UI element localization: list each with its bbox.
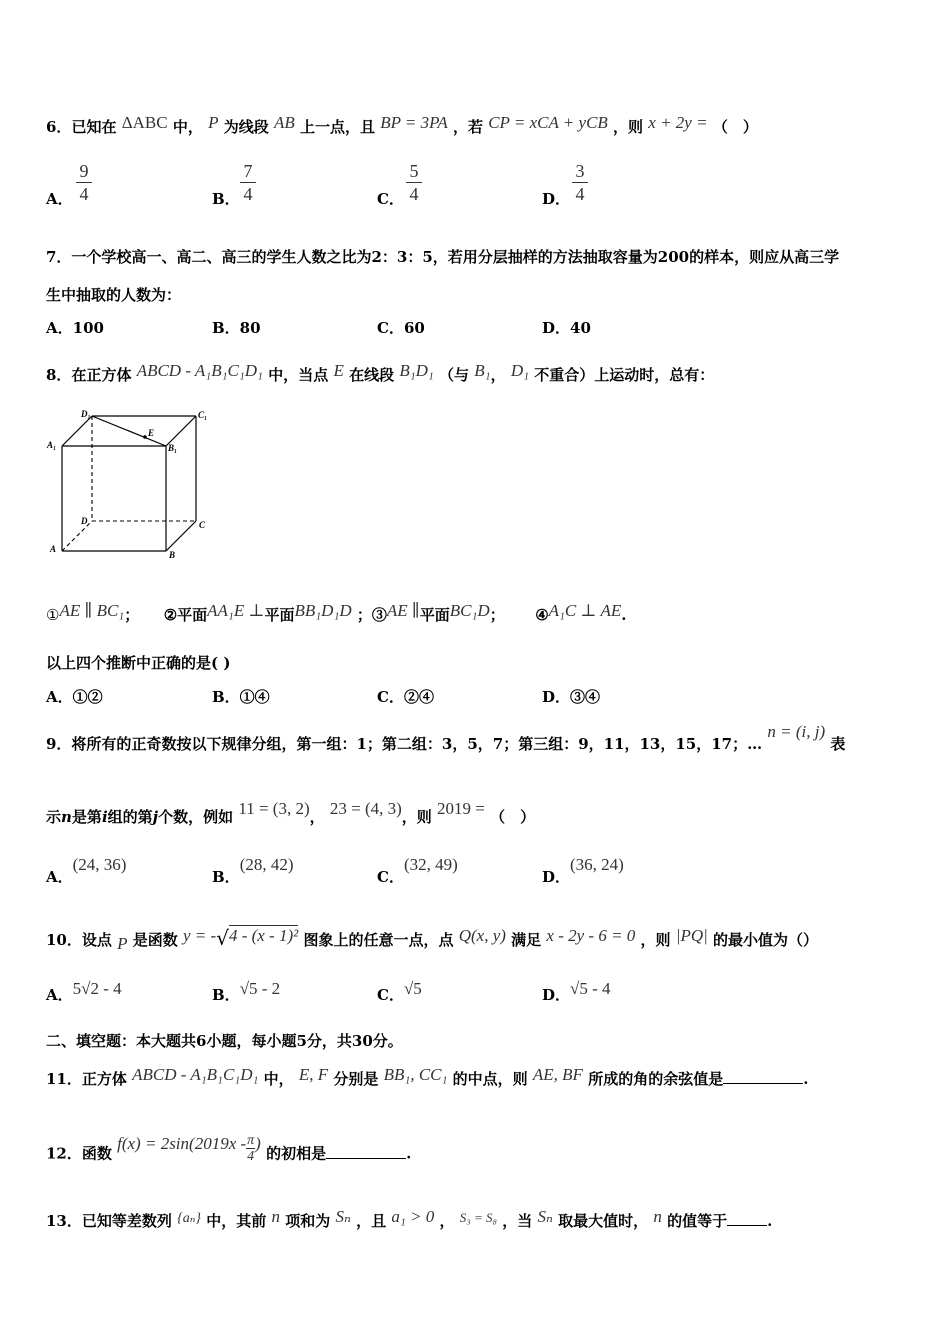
- q9-example-2: 23 = (4, 3): [329, 799, 402, 818]
- q13-stem: [46, 1207, 773, 1231]
- denominator: 4: [79, 184, 89, 204]
- label-c1: C₁: [198, 410, 208, 420]
- q10-math-y: y = -: [183, 926, 217, 945]
- q6-text: ，则: [613, 118, 644, 136]
- q9-text: 个数，例如: [158, 808, 234, 826]
- q6-option-a[interactable]: [46, 188, 73, 209]
- q10-text: ，则: [640, 931, 671, 949]
- q13-text: 的值等于: [667, 1212, 728, 1230]
- q9-math-2019: 2019 =: [437, 799, 485, 818]
- label-e: E: [148, 428, 155, 438]
- q6-option-d-fraction: [572, 160, 588, 205]
- diagonal-b1d1: [92, 416, 166, 446]
- q10-math-radicand: 4 - (x - 1)²: [228, 926, 299, 945]
- q7-stem-line2: 生中抽取的人数为：: [46, 286, 182, 304]
- q13-math-s3s8: S₃ = S₈: [459, 1210, 498, 1225]
- option-value: (36, 24): [570, 855, 624, 874]
- option-label: C．: [377, 986, 404, 1004]
- q12-numerator: π: [247, 1133, 255, 1148]
- denominator: 4: [409, 184, 419, 204]
- q10-math-line: x - 2y - 6 = 0: [546, 926, 636, 945]
- statement-sep: ；: [489, 606, 505, 624]
- option-label: B．: [212, 986, 240, 1004]
- q11-math-lines: AE, BF: [532, 1065, 583, 1084]
- statement-2-math-b: BB₁D₁D: [294, 601, 352, 620]
- q13-math-n: n: [271, 1207, 280, 1226]
- statement-sep: ；: [124, 606, 140, 624]
- statement-2-text: 平面: [264, 606, 295, 624]
- q13-text: 取最大值时，: [558, 1212, 649, 1230]
- q12-stem: [46, 1133, 412, 1170]
- edge-b1c1: [166, 416, 196, 446]
- q13-math-a1: a₁ > 0: [391, 1207, 435, 1226]
- q12-answer-blank[interactable]: [326, 1158, 406, 1159]
- numerator: 5: [406, 160, 422, 183]
- q8-text: 不重合）上运动时，总有：: [534, 366, 715, 384]
- q9-stem-line2: [46, 799, 536, 827]
- q6-math-cp: CP = xCA + yCB: [488, 113, 608, 132]
- statement-3-math-b: BC₁D: [449, 601, 490, 620]
- edge-a1d1: [62, 416, 92, 446]
- q8-ask: 以上四个推断中正确的是( ): [46, 654, 231, 672]
- q10-text: 设点: [81, 931, 112, 949]
- q6-stem: [46, 113, 758, 137]
- q11-text: .: [803, 1070, 809, 1088]
- q13-text: .: [767, 1212, 773, 1230]
- statement-end: .: [621, 606, 627, 624]
- q10-number: 10．: [46, 931, 82, 949]
- q12-text: .: [406, 1144, 412, 1163]
- hidden-edge-ad: [62, 521, 92, 551]
- option-value: √5: [403, 979, 422, 998]
- q6-text: 为线段: [223, 118, 269, 136]
- q7-option-b[interactable]: B．80: [212, 319, 261, 337]
- label-c: C: [199, 520, 206, 530]
- q6-option-a-fraction: [76, 160, 92, 205]
- option-label: B．: [212, 190, 240, 208]
- statement-3-label: ；③: [356, 606, 387, 624]
- q8-option-d[interactable]: D．③④: [542, 688, 601, 706]
- q6-option-b-fraction: [240, 160, 256, 205]
- q10-text: 的最小值为（）: [713, 931, 819, 949]
- q7-option-c[interactable]: C．60: [377, 319, 425, 337]
- q10-stem: [46, 926, 819, 953]
- q11-text: 的中点，则: [452, 1070, 528, 1088]
- q8-number: 8．: [46, 366, 72, 384]
- q7-stem-line1: 7．一个学校高一、高二、高三的学生人数之比为2：3：5，若用分层抽样的方法抽取容量为200的样本，则应从高三学: [46, 248, 840, 266]
- q8-text: ，: [490, 366, 506, 384]
- q9-var-n: n: [61, 808, 72, 826]
- q8-text: 中，当点: [268, 366, 329, 384]
- q9-option-b[interactable]: [212, 855, 294, 887]
- q12-math-func: f(x) = 2sin(2019x -: [117, 1133, 247, 1153]
- q11-number: 11．: [46, 1070, 82, 1088]
- q13-text: 中，其前: [206, 1212, 267, 1230]
- q6-option-d[interactable]: [542, 188, 570, 209]
- q9-option-d[interactable]: [542, 855, 624, 887]
- option-label: D．: [542, 868, 571, 886]
- q6-math-x2y: x + 2y =: [648, 113, 708, 132]
- q8-option-a[interactable]: A．①②: [46, 688, 103, 706]
- sqrt-sign-icon: √: [216, 926, 229, 950]
- q8-text: 在线段: [349, 366, 395, 384]
- q6-paren: （ ）: [712, 118, 758, 136]
- statement-2-math: AA₁E ⊥: [207, 601, 265, 620]
- q10-math-pq: |PQ|: [675, 926, 708, 945]
- q6-math-ab: AB: [273, 113, 295, 132]
- q13-math-sn2: Sₙ: [537, 1207, 553, 1226]
- q9-text: 9．将所有的正奇数按以下规律分组，第一组：1；第二组：3，5，7；第三组：9，11，13，15，17；…: [46, 735, 763, 753]
- q13-text: 已知等差数列: [81, 1212, 172, 1230]
- q9-text: 示: [46, 808, 62, 826]
- statement-4-math: A₁C ⊥ AE: [548, 601, 622, 620]
- q6-text: 已知在: [71, 118, 117, 136]
- q12-text: 的初相是: [266, 1144, 327, 1163]
- statement-2-label: ②平面: [163, 606, 208, 624]
- section-2-heading: 二、填空题：本大题共6小题，每小题5分，共30分。: [46, 1032, 403, 1050]
- q11-text: 所成的角的余弦值是: [588, 1070, 724, 1088]
- option-label: D．: [542, 190, 571, 208]
- label-d1: D₁: [81, 409, 91, 419]
- option-label: B．: [212, 868, 240, 886]
- q10-option-a[interactable]: [46, 979, 122, 1005]
- q9-option-c[interactable]: [377, 855, 458, 887]
- q8-option-c[interactable]: C．②④: [377, 688, 434, 706]
- statement-1-marker: ①: [46, 606, 60, 624]
- cube-figure: [44, 406, 214, 561]
- q13-text: 项和为: [285, 1212, 331, 1230]
- statement-3-math: AE ∥: [386, 601, 420, 620]
- statement-3-text: 平面: [419, 606, 450, 624]
- q11-math-ef: E, F: [298, 1065, 329, 1084]
- q13-math-sn: Sₙ: [335, 1207, 351, 1226]
- q6-text: 中，: [172, 118, 203, 136]
- statement-4-label: ④: [535, 606, 549, 624]
- q9-text: 是第: [71, 808, 102, 826]
- q8-math-e: E: [333, 361, 344, 380]
- q13-text: ，当: [502, 1212, 533, 1230]
- q8-math-cube: ABCD - A₁B₁C₁D₁: [136, 361, 263, 380]
- q11-math-edges: BB₁, CC₁: [383, 1065, 448, 1084]
- option-label: A．: [46, 986, 73, 1004]
- q6-number: 6．: [46, 118, 72, 136]
- label-b: B: [169, 550, 176, 560]
- q8-text: （与: [439, 366, 470, 384]
- q9-text: 表: [830, 735, 846, 753]
- label-d: D: [81, 516, 88, 526]
- q8-option-b[interactable]: B．①④: [212, 688, 270, 706]
- q10-math-q: Q(x, y): [458, 926, 506, 945]
- q9-text: 组的第: [107, 808, 153, 826]
- q9-example-1: 11 = (3, 2): [238, 799, 310, 818]
- q6-text: 上一点，且: [299, 118, 375, 136]
- q10-option-c[interactable]: [377, 979, 422, 1005]
- q8-text: 在正方体: [71, 366, 132, 384]
- q10-text: 图象上的任意一点，点: [303, 931, 454, 949]
- q11-stem: [46, 1065, 809, 1089]
- point-e: [143, 435, 147, 439]
- option-label: C．: [377, 190, 404, 208]
- q6-math-bp: BP = 3PA: [380, 113, 448, 132]
- q11-text: 分别是: [333, 1070, 379, 1088]
- q10-text: 满足: [511, 931, 542, 949]
- numerator: 9: [76, 160, 92, 183]
- q9-stem-line1: [46, 722, 846, 754]
- option-label: A．: [46, 868, 73, 886]
- q7-option-d[interactable]: D．40: [542, 319, 591, 337]
- q6-math-p: P: [208, 113, 219, 132]
- label-b1: B₁: [168, 443, 178, 453]
- denominator: 4: [575, 184, 585, 204]
- q12-text: 函数: [81, 1144, 112, 1163]
- q9-math-n: n = (i, j): [767, 722, 826, 741]
- edge-bc: [166, 521, 196, 551]
- q7-option-a[interactable]: A．100: [46, 319, 104, 337]
- q13-text: ，: [439, 1212, 455, 1230]
- option-value: (24, 36): [72, 855, 127, 874]
- denominator: 4: [243, 184, 253, 204]
- q12-fraction: [246, 1133, 255, 1164]
- q9-option-a[interactable]: [46, 855, 127, 887]
- q10-option-d[interactable]: [542, 979, 611, 1005]
- numerator: 3: [572, 160, 588, 183]
- option-value: √5 - 2: [239, 979, 281, 998]
- q11-text: 中，: [263, 1070, 294, 1088]
- q13-answer-blank[interactable]: [727, 1225, 767, 1226]
- q11-text: 正方体: [81, 1070, 127, 1088]
- q12-math-paren: ): [255, 1133, 261, 1153]
- q9-text: ，则: [401, 808, 432, 826]
- q13-text: ，且: [356, 1212, 387, 1230]
- label-a: A: [50, 544, 57, 554]
- q6-text: ，若: [452, 118, 483, 136]
- q9-text: ，: [309, 808, 325, 826]
- numerator: 7: [240, 160, 256, 183]
- option-label: A．: [46, 190, 73, 208]
- q13-number: 13．: [46, 1212, 82, 1230]
- q11-math-cube: ABCD - A₁B₁C₁D₁: [132, 1065, 259, 1084]
- q10-option-b[interactable]: [212, 979, 281, 1005]
- q9-paren: （ ）: [490, 808, 536, 826]
- q6-option-b[interactable]: [212, 188, 240, 209]
- option-label: D．: [542, 986, 571, 1004]
- option-value: 5√2 - 4: [72, 979, 122, 998]
- q13-math-n2: n: [653, 1207, 662, 1226]
- q8-math-d1: D₁: [510, 361, 530, 380]
- q9-var-i: i: [101, 808, 108, 826]
- q6-option-c-fraction: [406, 160, 422, 205]
- label-a1: A₁: [47, 440, 57, 450]
- statement-1-math: AE ∥ BC₁: [59, 601, 125, 620]
- q8-math-b1: B₁: [474, 361, 491, 380]
- q6-option-c[interactable]: [377, 188, 404, 209]
- q11-answer-blank[interactable]: [723, 1083, 803, 1084]
- q9-var-j: j: [152, 808, 159, 826]
- q12-number: 12．: [46, 1144, 82, 1163]
- option-value: (32, 49): [403, 855, 458, 874]
- q10-math-p: P: [117, 934, 128, 953]
- option-value: (28, 42): [239, 855, 294, 874]
- q12-denominator: 4: [247, 1149, 255, 1164]
- q6-math-triangle: ΔABC: [121, 113, 168, 132]
- option-value: √5 - 4: [570, 979, 611, 998]
- q8-statements: [46, 601, 627, 625]
- q8-stem: [46, 361, 715, 385]
- q8-math-b1d1: B₁D₁: [399, 361, 434, 380]
- q13-math-seq: {aₙ}: [177, 1211, 201, 1226]
- option-label: C．: [377, 868, 404, 886]
- q10-text: 是函数: [132, 931, 178, 949]
